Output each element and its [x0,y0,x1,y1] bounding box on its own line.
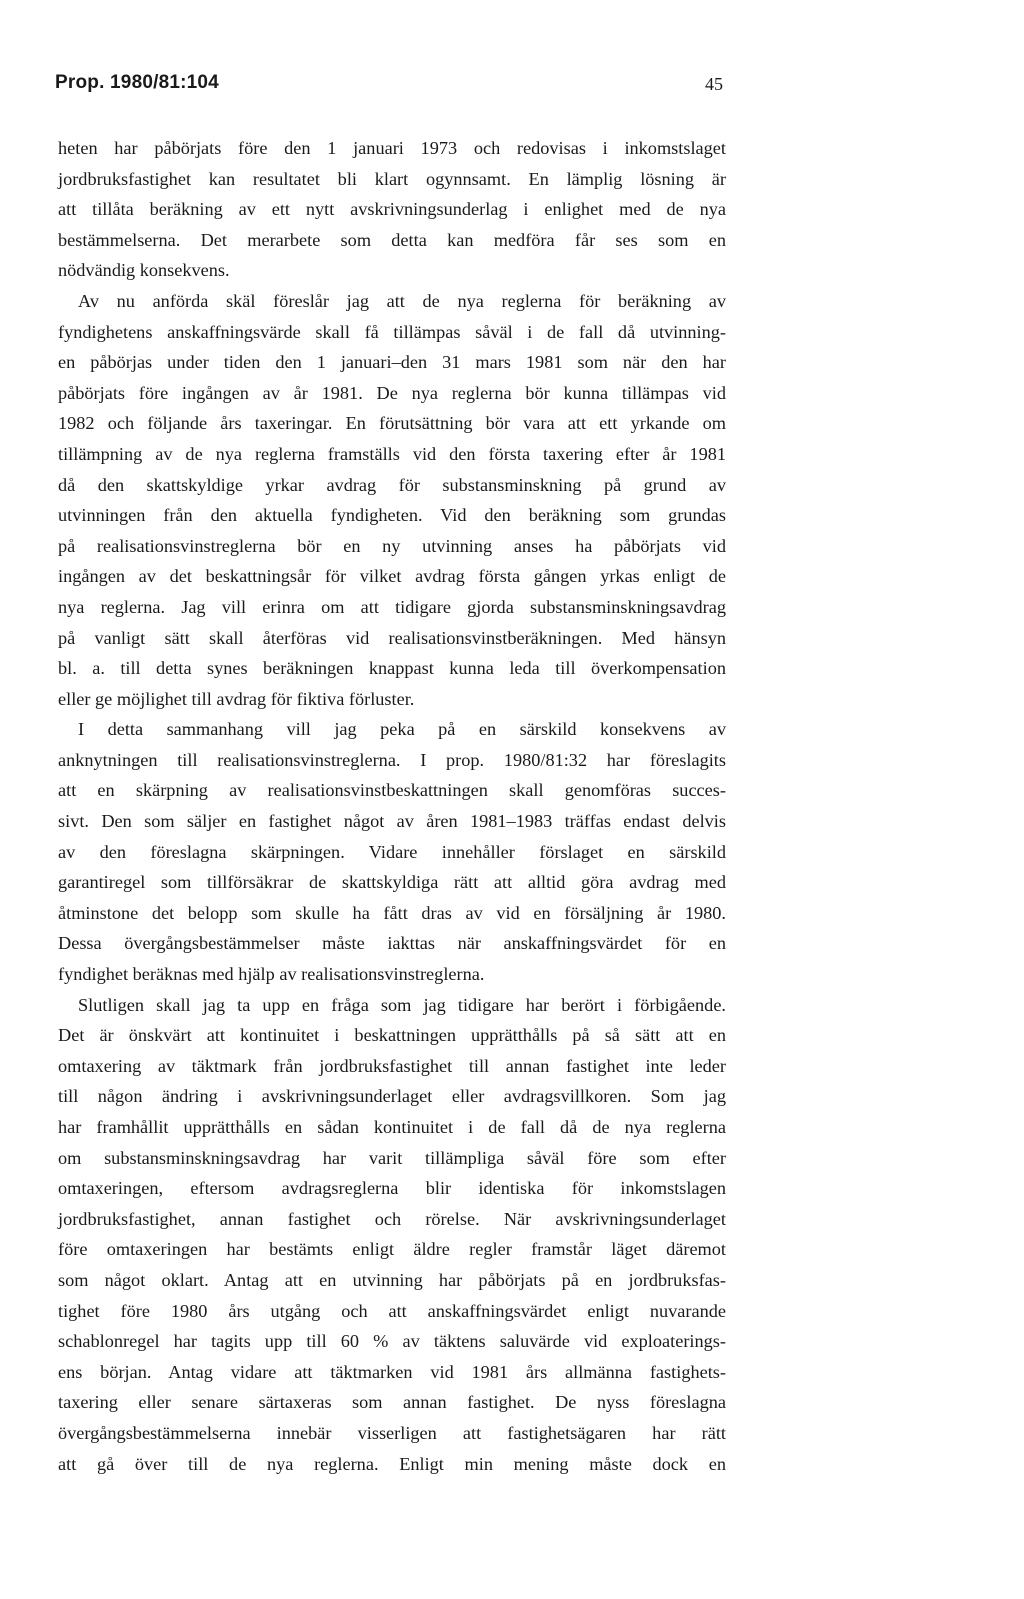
text-line: Av nu anförda skäl föreslår jag att de nya reglerna för beräkning av [78,290,726,311]
text-line: Slutligen skall jag ta upp en fråga som jag tidigare har berört i förbigående. [78,994,726,1015]
text-line: fyndighetens anskaffningsvärde skall få tillämpas såväl i de fall då utvinning- [58,321,726,342]
text-line: ingången av det beskattningsår för vilket avdrag första gången yrkas enligt de [58,566,726,587]
text-line: om substansminskningsavdrag har varit tillämpliga såväl före som efter [58,1147,726,1168]
text-line: av den föreslagna skärpningen. Vidare innehåller förslaget en särskild [58,841,726,862]
text-line: sivt. Den som säljer en fastighet något av åren 1981–1983 träffas endast delvis [58,811,726,832]
text-line: tighet före 1980 års utgång och att anskaffningsvärdet enligt nuvarande [58,1300,726,1321]
text-line: schablonregel har tagits upp till 60 % av täktens saluvärde vid exploaterings- [58,1331,726,1352]
text-line: heten har påbörjats före den 1 januari 1973 och redovisas i inkomstslaget [58,138,726,158]
text-line: åtminstone det belopp som skulle ha fått dras av vid en försäljning år 1980. [58,902,726,923]
document-body [58,133,726,1479]
text-line: ens början. Antag vidare att täktmarken vid 1981 års allmänna fastighets- [58,1361,726,1382]
proposition-number: Prop. 1980/81:104 [55,72,219,93]
text-line: som något oklart. Antag att en utvinning har påbörjats på en jordbruksfas- [58,1269,726,1290]
text-line: bestämmelserna. Det merarbete som detta kan medföra får ses som en [58,229,726,250]
text-line: anknytningen till realisationsvinstreglerna. I prop. 1980/81:32 har föreslagits [58,749,726,770]
paragraph [58,133,726,286]
text-line: på realisationsvinstreglerna bör en ny utvinning anses ha påbörjats vid [58,535,726,556]
text-line: före omtaxeringen har bestämts enligt äldre regler framstår läget däremot [58,1239,726,1260]
text-line: att tillåta beräkning av ett nytt avskrivningsunderlag i enlighet med de nya [58,199,726,220]
text-line: en påbörjas under tiden den 1 januari–den 31 mars 1981 som när den har [58,352,726,373]
text-line: fyndighet beräknas med hjälp av realisationsvinstreglerna. [58,964,485,985]
text-line: eller ge möjlighet till avdrag för fiktiva förluster. [58,688,415,709]
page-header [55,72,723,102]
text-line: 1982 och följande års taxeringar. En förutsättning bör vara att ett yrkande om [58,413,726,434]
text-line: tillämpning av de nya reglerna framställs vid den första taxering efter år 1981 [58,443,726,464]
text-line: bl. a. till detta synes beräkningen knappast kunna leda till överkompensation [58,658,726,679]
text-line: påbörjats före ingången av år 1981. De nya reglerna bör kunna tillämpas vid [58,382,726,403]
text-line: övergångsbestämmelserna innebär visserligen att fastighetsägaren har rätt [58,1422,726,1443]
text-line: har framhållit upprätthålls en sådan kontinuitet i de fall då de nya reglerna [58,1117,726,1137]
text-line: utvinningen från den aktuella fyndigheten. Vid den beräkning som grundas [58,505,726,526]
text-line: I detta sammanhang vill jag peka på en särskild konsekvens av [78,719,726,740]
text-line: taxering eller senare särtaxeras som annan fastighet. De nyss föreslagna [58,1392,726,1413]
text-line: Det är önskvärt att kontinuitet i beskattningen upprätthålls på så sätt att en [58,1025,726,1046]
text-line: att en skärpning av realisationsvinstbeskattningen skall genomföras succes- [58,780,726,801]
text-line: Dessa övergångsbestämmelser måste iakttas när anskaffningsvärdet för en [58,933,726,954]
text-line: garantiregel som tillförsäkrar de skattskyldiga rätt att alltid göra avdrag med [58,872,726,893]
text-line: nödvändig konsekvens. [58,260,230,281]
text-line: då den skattskyldige yrkar avdrag för substansminskning på grund av [58,474,726,495]
text-line: att gå över till de nya reglerna. Enligt min mening måste dock en [58,1453,726,1474]
page-number: 45 [705,74,723,94]
paragraph [58,990,726,1480]
paragraph [58,714,726,989]
text-line: omtaxering av täktmark från jordbruksfastighet till annan fastighet inte leder [58,1055,726,1076]
paragraph [58,286,726,714]
text-line: på vanligt sätt skall återföras vid realisationsvinstberäkningen. Med hänsyn [58,627,726,648]
text-line: jordbruksfastighet kan resultatet bli klart ogynnsamt. En lämplig lösning är [58,168,726,189]
text-line: jordbruksfastighet, annan fastighet och rörelse. När avskrivningsunderlaget [58,1208,726,1229]
text-line: omtaxeringen, eftersom avdragsreglerna blir identiska för inkomstslagen [58,1178,726,1199]
text-line: nya reglerna. Jag vill erinra om att tidigare gjorda substansminskningsavdrag [58,596,726,617]
text-line: till någon ändring i avskrivningsunderlaget eller avdragsvillkoren. Som jag [58,1086,726,1107]
